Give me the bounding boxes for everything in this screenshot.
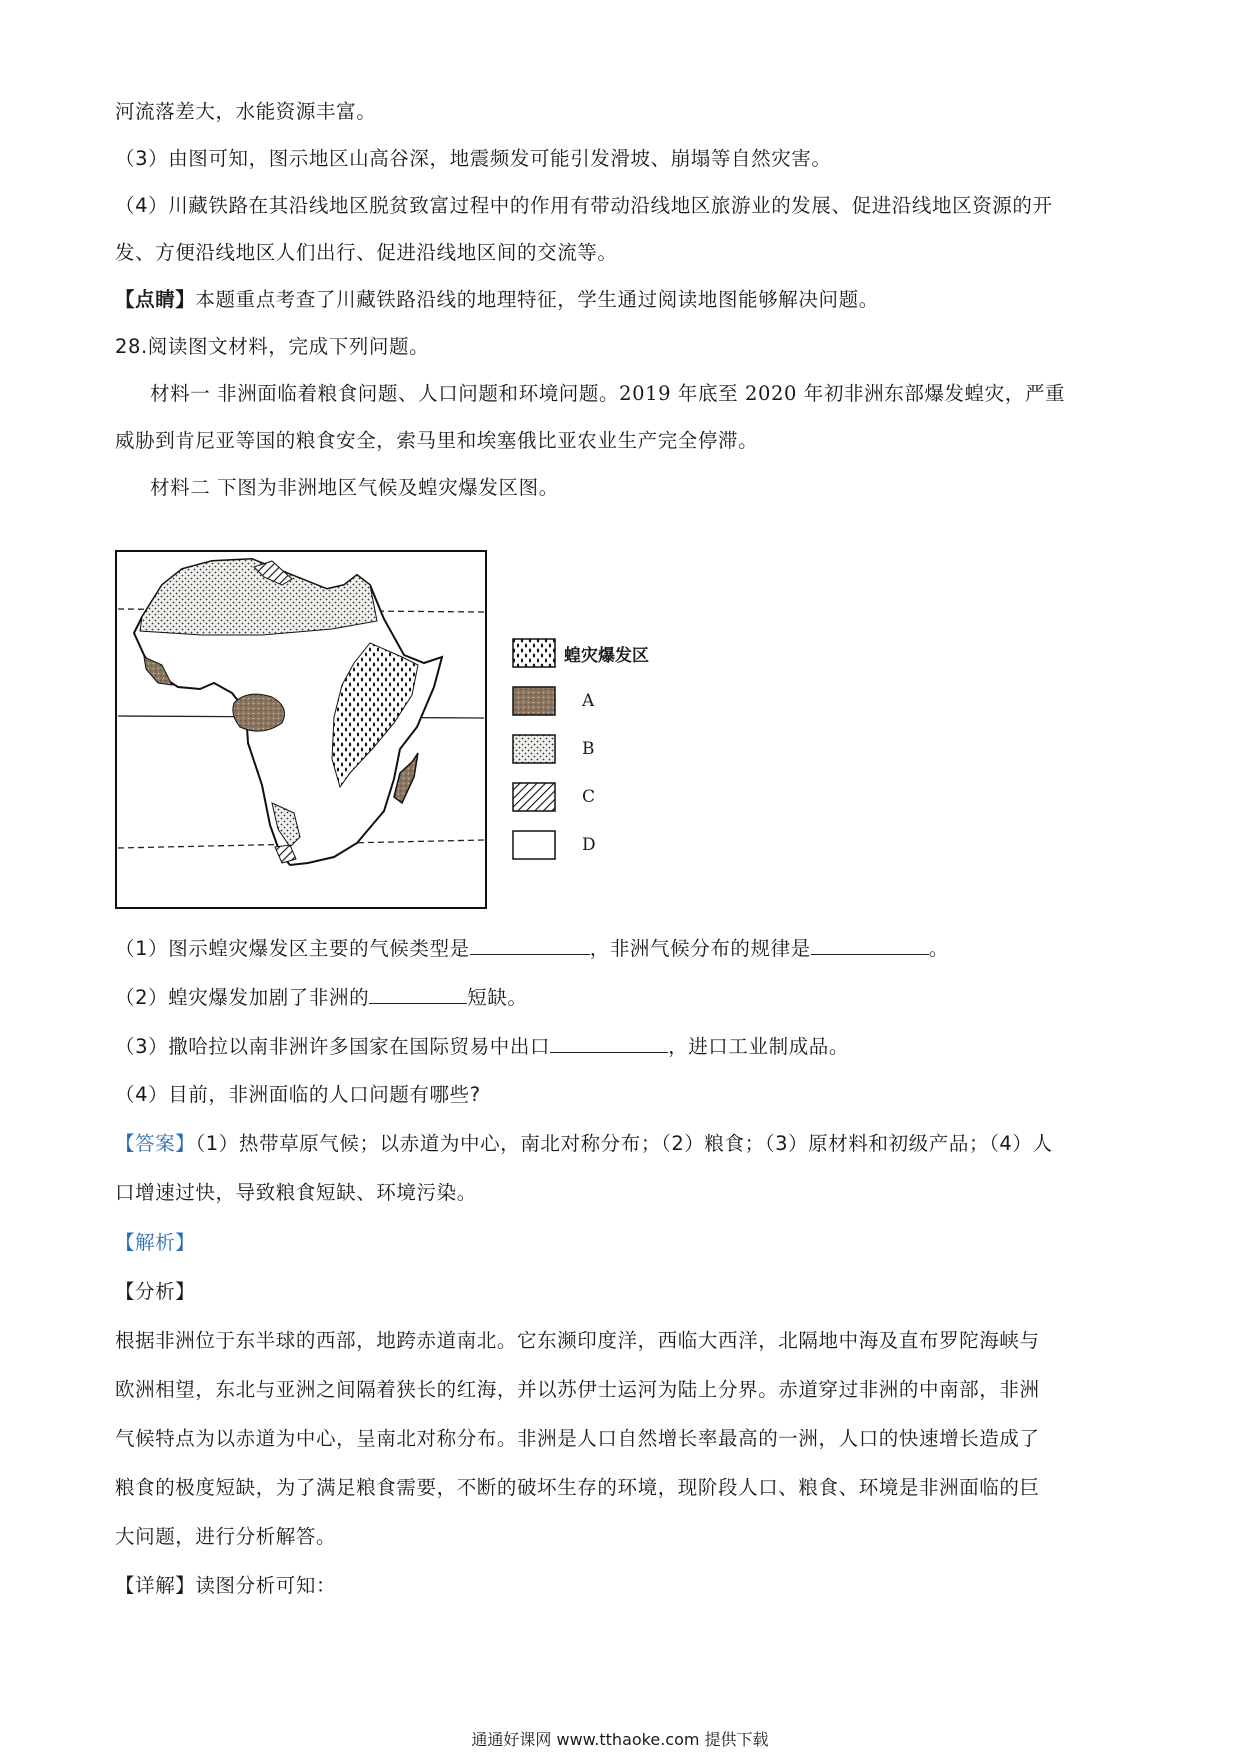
legend-c-swatch	[512, 782, 556, 812]
question-1-part-b: ，非洲气候分布的规律是	[589, 937, 811, 960]
answer-tag: 【答案】	[115, 1132, 196, 1155]
fenxi-heading: 【分析】	[115, 1280, 196, 1303]
answer-blank	[811, 934, 929, 955]
legend-locust	[512, 638, 649, 668]
legend-c	[512, 782, 595, 812]
legend-b-label: B	[582, 739, 595, 759]
xiangjie-paragraph	[115, 1572, 336, 1600]
legend-d-swatch	[512, 830, 556, 860]
paragraph-line: 河流落差大，水能资源丰富。	[115, 100, 377, 123]
legend-b	[512, 734, 595, 764]
legend-a-label: A	[582, 691, 595, 711]
legend-d-label: D	[582, 835, 596, 855]
legend-locust-swatch	[512, 638, 556, 668]
answer-text: （1）热带草原气候；以赤道为中心，南北对称分布；（2）粮食；（3）原材料和初级产品；（4）人	[195, 1132, 1053, 1155]
analysis-line: 粮食的极度短缺，为了满足粮食需要，不断的破坏生存的环境，现阶段人口、粮食、环境是非洲面临的巨	[115, 1476, 1040, 1499]
question-28-title: 28.阅读图文材料，完成下列问题。	[115, 335, 430, 358]
analysis-line: 欧洲相望，东北与亚洲之间隔着狭长的红海，并以苏伊士运河为陆上分界。赤道穿过非洲的中南部，非洲	[115, 1378, 1040, 1401]
zone-a-central	[233, 694, 285, 731]
question-1	[115, 934, 949, 963]
material-1-line: 材料一 非洲面临着粮食问题、人口问题和环境问题。2019 年底至 2020 年初非洲东部爆发蝗灾，严重	[150, 382, 1066, 405]
paragraph-line: 发、方便沿线地区人们出行、促进沿线地区间的交流等。	[115, 241, 618, 264]
analysis-line: 气候特点为以赤道为中心，呈南北对称分布。非洲是人口自然增长率最高的一洲，人口的快速增长造成了	[115, 1427, 1040, 1450]
answer-blank	[369, 983, 467, 1004]
legend-locust-label: 蝗灾爆发区	[564, 645, 649, 666]
analysis-line: 大问题，进行分析解答。	[115, 1525, 337, 1548]
dianjing-paragraph	[115, 286, 879, 314]
question-4: （4）目前，非洲面临的人口问题有哪些?	[115, 1083, 481, 1106]
page-footer: 通通好课网 www.tthaoke.com 提供下载	[471, 1730, 769, 1749]
jiexi-heading: 【解析】	[115, 1231, 196, 1254]
question-1-part-a: （1）图示蝗灾爆发区主要的气候类型是	[115, 937, 470, 960]
question-2-part-b: 短缺。	[467, 986, 528, 1009]
legend-a-swatch	[512, 686, 556, 716]
analysis-line: 根据非洲位于东半球的西部，地跨赤道南北。它东濒印度洋，西临大西洋，北隔地中海及直布罗陀海峡与	[115, 1329, 1040, 1352]
material-1-line: 威胁到肯尼亚等国的粮食安全，索马里和埃塞俄比亚农业生产完全停滞。	[115, 429, 759, 452]
legend-a	[512, 686, 594, 716]
answer-line: 口增速过快，导致粮食短缺、环境污染。	[115, 1181, 477, 1204]
question-3	[115, 1032, 849, 1061]
dianjing-tag: 【点睛】	[115, 288, 196, 311]
question-2-part-a: （2）蝗灾爆发加剧了非洲的	[115, 986, 370, 1009]
material-2-line: 材料二 下图为非洲地区气候及蝗灾爆发区图。	[150, 476, 559, 499]
dianjing-text: 本题重点考查了川藏铁路沿线的地理特征，学生通过阅读地图能够解决问题。	[195, 288, 879, 311]
xiangjie-tag: 【详解】	[115, 1574, 196, 1597]
answer-blank	[550, 1032, 668, 1053]
paragraph-line: （4）川藏铁路在其沿线地区脱贫致富过程中的作用有带动沿线地区旅游业的发展、促进沿线地区资源的开	[115, 194, 1053, 217]
paragraph-line: （3）由图可知，图示地区山高谷深，地震频发可能引发滑坡、崩塌等自然灾害。	[115, 147, 832, 170]
answer-line	[115, 1130, 1053, 1158]
legend-b-swatch	[512, 734, 556, 764]
africa-climate-map	[112, 547, 1092, 912]
legend-d	[512, 830, 596, 860]
answer-blank	[470, 934, 590, 955]
question-3-part-a: （3）撒哈拉以南非洲许多国家在国际贸易中出口	[115, 1035, 551, 1058]
xiangjie-text: 读图分析可知：	[195, 1574, 337, 1597]
question-3-part-b: ，进口工业制成品。	[668, 1035, 850, 1058]
question-1-part-c: 。	[928, 937, 949, 960]
legend-c-label: C	[582, 787, 596, 807]
question-2	[115, 983, 528, 1012]
